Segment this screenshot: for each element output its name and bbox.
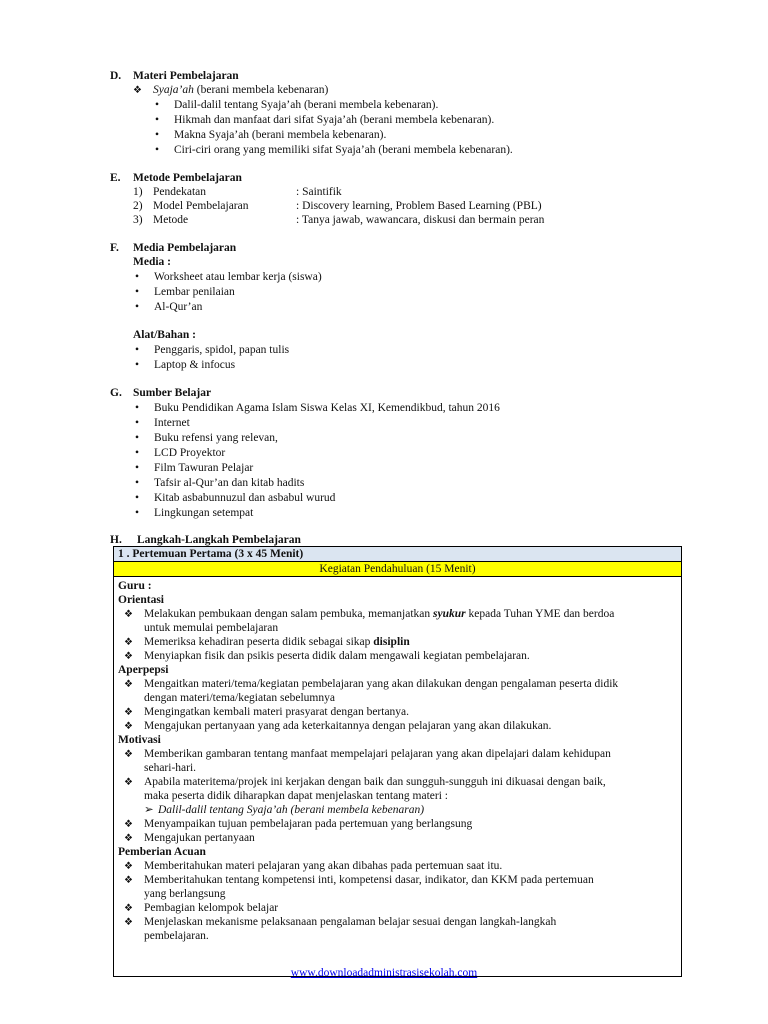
list-item-continued: yang berlangsung (144, 888, 226, 900)
method-row: 3) Metode : Tanya jawab, wawancara, diskusi dan bermain peran (133, 214, 545, 226)
list-item: ❖ Mengaitkan materi/tema/kegiatan pembelajaran yang akan dilakukan dengan pengalaman peserta didik (124, 678, 619, 690)
diamond-bullet-icon: ❖ (124, 917, 133, 928)
list-item: ❖ Memberitahukan tentang kompetensi inti, kompetensi dasar, indikator, dan KKM pada pertemuan (124, 874, 594, 886)
diamond-bullet-icon: ❖ (124, 819, 133, 830)
bullet-icon: • (134, 402, 140, 414)
list-item: ❖ Menjelaskan mekanisme pelaksanaan pengalaman belajar sesuai dengan langkah-langkah (124, 916, 557, 928)
list-item-continued: dengan materi/tema/kegiatan sebelumnya (144, 692, 335, 704)
diamond-bullet-icon: ❖ (124, 679, 133, 690)
list-item: ❖ Mengingatkan kembali materi prasyarat dengan bertanya. (124, 706, 410, 718)
list-item: • Buku Pendidikan Agama Islam Siswa Kelas XI, Kemendikbud, tahun 2016 (126, 401, 500, 415)
list-item: • Film Tawuran Pelajar (126, 461, 253, 475)
learning-steps-table (113, 546, 682, 977)
list-item: • Internet (126, 416, 190, 430)
bullet-icon: • (134, 477, 140, 489)
list-item: ❖ Apabila materitema/projek ini kerjakan dengan baik dan sungguh-sungguh ini dikuasai dengan baik, (124, 776, 606, 788)
list-item: ❖ Melakukan pembukaan dengan salam pembuka, memanjatkan syukur kepada Tuhan YME dan berdoa (124, 608, 615, 620)
motivasi-heading: Motivasi (118, 734, 161, 746)
list-item: • Hikmah dan manfaat dari sifat Syaja’ah (berani membela kebenaran). (146, 113, 494, 127)
bullet-icon: • (134, 417, 140, 429)
bullet-icon: • (154, 129, 160, 141)
bullet-icon: • (134, 271, 140, 283)
diamond-bullet-icon: ❖ (124, 833, 133, 844)
diamond-bullet-icon: ❖ (124, 651, 133, 662)
list-item-continued: maka peserta didik diharapkan dapat menjelaskan tentang materi : (144, 790, 448, 802)
diamond-bullet-icon: ❖ (124, 637, 133, 648)
diamond-bullet-icon: ❖ (124, 609, 133, 620)
activity-header: Kegiatan Pendahuluan (15 Menit) (114, 562, 682, 577)
bullet-icon: • (134, 432, 140, 444)
diamond-bullet-icon: ❖ (124, 707, 133, 718)
list-item: • Lembar penilaian (126, 285, 235, 299)
list-item: ❖ Mengajukan pertanyaan yang ada keterkaitannya dengan pelajaran yang akan dilakukan. (124, 720, 552, 732)
section-g-heading: G. Sumber Belajar (110, 387, 212, 399)
aperpepsi-heading: Aperpepsi (118, 664, 169, 676)
bullet-icon: • (154, 99, 160, 111)
list-item: • Makna Syaja’ah (berani membela kebenaran). (146, 128, 386, 142)
list-item: ❖ Menyiapkan fisik dan psikis peserta didik dalam mengawali kegiatan pembelajaran. (124, 650, 530, 662)
list-item: • Ciri-ciri orang yang memiliki sifat Syaja’ah (berani membela kebenaran). (146, 143, 513, 157)
bullet-icon: • (134, 301, 140, 313)
diamond-bullet-icon: ❖ (124, 875, 133, 886)
list-item-continued: untuk memulai pembelajaran (144, 622, 279, 634)
section-h-heading: H. Langkah-Langkah Pembelajaran (110, 534, 301, 546)
alat-heading: Alat/Bahan : (133, 329, 196, 341)
bullet-icon: • (154, 114, 160, 126)
list-item: • Buku refensi yang relevan, (126, 431, 278, 445)
list-item: • Al-Qur’an (126, 300, 202, 314)
guru-label: Guru : (118, 580, 152, 592)
media-heading: Media : (133, 256, 172, 268)
list-item: • Lingkungan setempat (126, 506, 253, 520)
list-item: • Tafsir al-Qur’an dan kitab hadits (126, 476, 304, 490)
list-item: ❖ Memberitahukan materi pelajaran yang akan dibahas pada pertemuan saat itu. (124, 860, 503, 872)
list-item-continued: sehari-hari. (144, 762, 197, 774)
footer (0, 966, 768, 980)
sub-list-item: ➢ Dalil-dalil tentang Syaja’ah (berani membela kebenaran) (144, 804, 425, 816)
method-row: 1) Pendekatan : Saintifik (133, 186, 342, 198)
bullet-icon: • (154, 144, 160, 156)
acuan-heading: Pemberian Acuan (118, 846, 206, 858)
section-f-heading: F. Media Pembelajaran (110, 242, 237, 254)
section-e-heading: E. Metode Pembelajaran (110, 172, 242, 184)
list-item: • Dalil-dalil tentang Syaja’ah (berani membela kebenaran). (146, 98, 438, 112)
diamond-bullet-icon: ❖ (124, 903, 133, 914)
bullet-icon: • (134, 286, 140, 298)
diamond-bullet-icon: ❖ (133, 85, 142, 96)
list-item: • Worksheet atau lembar kerja (siswa) (126, 270, 322, 284)
list-item: ❖ Pembagian kelompok belajar (124, 902, 279, 914)
list-item: ❖ Mengajukan pertanyaan (124, 832, 255, 844)
activity-content (114, 577, 682, 977)
list-item: • Laptop & infocus (126, 358, 235, 372)
diamond-bullet-icon: ❖ (124, 777, 133, 788)
list-item: • Kitab asbabunnuzul dan asbabul wurud (126, 491, 335, 505)
meeting-header: 1 . Pertemuan Pertama (3 x 45 Menit) (114, 547, 682, 562)
diamond-bullet-icon: ❖ (124, 861, 133, 872)
list-item: ❖ Menyampaikan tujuan pembelajaran pada pertemuan yang berlangsung (124, 818, 473, 830)
list-item-continued: pembelajaran. (144, 930, 209, 942)
footer-link[interactable]: www.downloadadministrasisekolah.com (290, 967, 478, 979)
materi-main-item: ❖ Syaja’ah (berani membela kebenaran) (133, 84, 329, 96)
list-item: • Penggaris, spidol, papan tulis (126, 343, 289, 357)
list-item: ❖ Memeriksa kehadiran peserta didik sebagai sikap disiplin (124, 636, 410, 648)
bullet-icon: • (134, 344, 140, 356)
bullet-icon: • (134, 447, 140, 459)
orientasi-heading: Orientasi (118, 594, 164, 606)
arrow-bullet-icon: ➢ (144, 804, 154, 816)
list-item: ❖ Memberikan gambaran tentang manfaat mempelajari pelajaran yang akan dipelajari dalam kehidupan (124, 748, 611, 760)
list-item: • LCD Proyektor (126, 446, 225, 460)
bullet-icon: • (134, 507, 140, 519)
diamond-bullet-icon: ❖ (124, 749, 133, 760)
method-row: 2) Model Pembelajaran : Discovery learning, Problem Based Learning (PBL) (133, 200, 542, 212)
bullet-icon: • (134, 462, 140, 474)
bullet-icon: • (134, 492, 140, 504)
diamond-bullet-icon: ❖ (124, 721, 133, 732)
section-d-heading: D. Materi Pembelajaran (110, 70, 239, 82)
bullet-icon: • (134, 359, 140, 371)
